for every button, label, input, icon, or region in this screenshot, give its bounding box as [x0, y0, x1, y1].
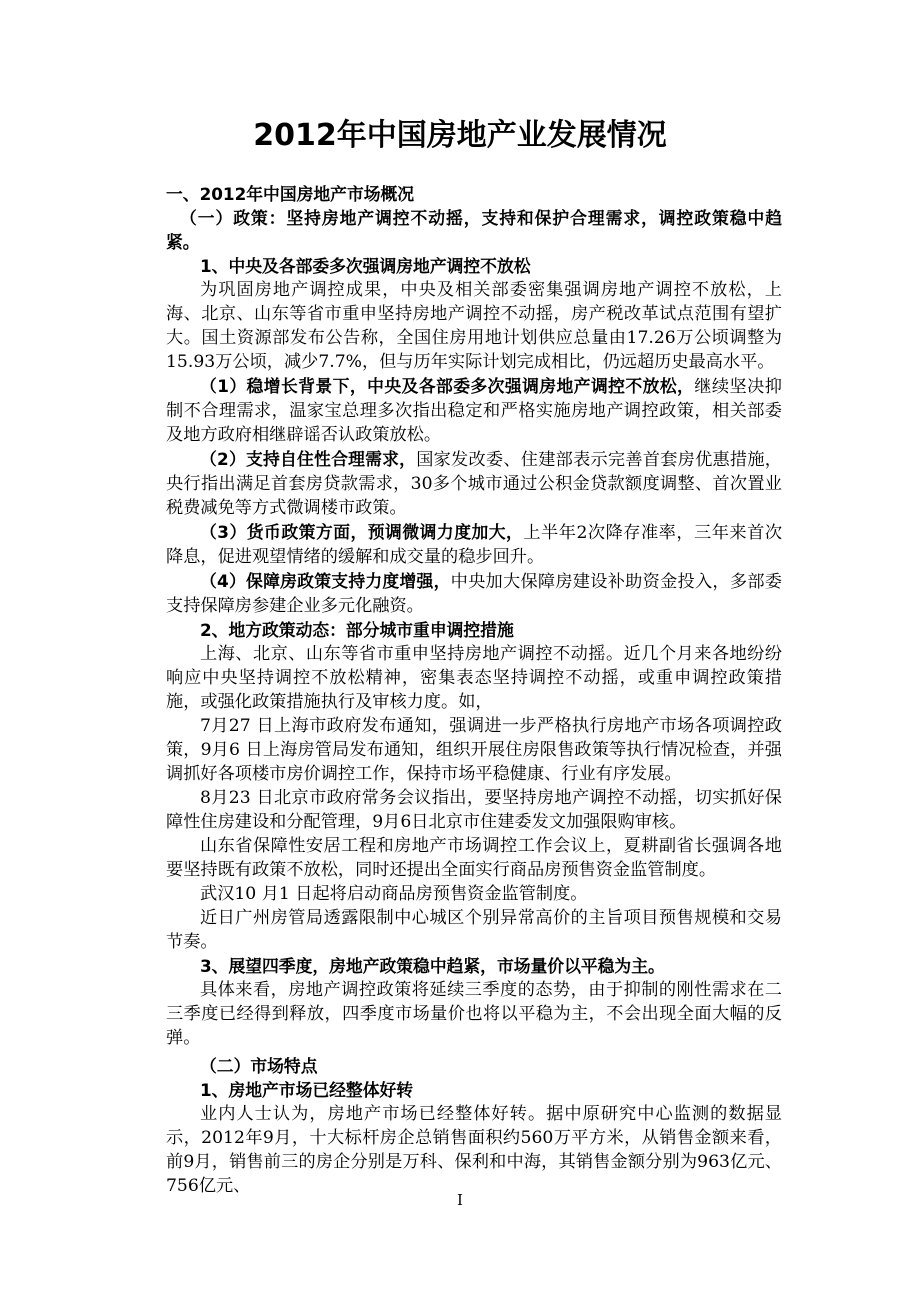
- market-item1-paragraph: 业内人士认为，房地产市场已经整体好转。据中原研究中心监测的数据显示，2012年9月，十大标杆房企总销售面积约560万平方米，从销售金额来看，前9月，销售前三的房企分别是万科、保利和中海，其销售金额分别为963亿元、756亿元、: [166, 1104, 782, 1196]
- item2-heading: 2、地方政策动态：部分城市重申调控措施: [200, 620, 514, 640]
- item1-sub1-bold: （1）稳增长背景下，中央及各部委多次强调房地产调控不放松，: [200, 376, 695, 396]
- item1-sub4-bold: （4）保障房政策支持力度增强，: [200, 571, 451, 591]
- market-heading: （二）市场特点: [200, 1056, 318, 1076]
- item3-paragraph: 具体来看，房地产调控政策将延续三季度的态势，由于抑制的刚性需求在二三季度已经得到释放，四季度市场量价也将以平稳为主，不会出现全面大幅的反弹。: [166, 980, 782, 1048]
- market-item1-heading: 1、房地产市场已经整体好转: [200, 1080, 414, 1100]
- item1-sub2-bold: （2）支持自住性合理需求，: [200, 449, 417, 469]
- policy-heading: （一）政策：坚持房地产调控不动摇，支持和保护合理需求，调控政策稳中趋紧。: [166, 208, 782, 252]
- item1-heading: 1、中央及各部委多次强调房地产调控不放松: [200, 256, 531, 276]
- item2-paragraph-2: 7月27 日上海市政府发布通知，强调进一步严格执行房地产市场各项调控政策，9月6 日上海房管局发布通知，组织开展住房限售政策等执行情况检查，并强调抓好各项楼市房价调控工作，保持市场平稳健康、行业有序发展。: [166, 716, 782, 784]
- document-body: [166, 182, 782, 1198]
- page-number: I: [457, 1191, 463, 1209]
- item1-sub2: [166, 447, 782, 520]
- item1-paragraph: 为巩固房地产调控成果，中央及相关部委密集强调房地产调控不放松，上海、北京、山东等省市重申坚持房地产调控不动摇，房产税改革试点范围有望扩大。国土资源部发布公告称，全国住房用地计划供应总量由17.26万公顷调整为15.93万公顷，减少7.7%，但与历年实际计划完成相比，仍远超历史最高水平。: [166, 280, 782, 372]
- item2-paragraph-3: 8月23 日北京市政府常务会议指出，要坚持房地产调控不动摇，切实抓好保障性住房建设和分配管理，9月6日北京市住建委发文加强限购审核。: [166, 788, 782, 832]
- section-heading: 一、2012年中国房地产市场概况: [166, 184, 415, 204]
- document-title: 2012年中国房地产业发展情况: [253, 118, 667, 153]
- item2-paragraph-4: 山东省保障性安居工程和房地产市场调控工作会议上，夏耕副省长强调各地要坚持既有政策不放松，同时还提出全面实行商品房预售资金监管制度。: [166, 836, 782, 880]
- item2-paragraph-1: 上海、北京、山东等省市重申坚持房地产调控不动摇。近几个月来各地纷纷响应中央坚持调控不放松精神，密集表态坚持调控不动摇，或重申调控政策措施，或强化政策措施执行及审核力度。如，: [166, 644, 782, 712]
- item2-paragraph-5: 武汉10 月1 日起将启动商品房预售资金监管制度。: [200, 884, 588, 904]
- item1-sub3-text: 上半年2次降存准率，三年来首次降息，促进观望情绪的缓解和成交量的稳步回升。: [166, 523, 783, 567]
- item1-sub4-text: 中央加大保障房建设补助资金投入，多部委支持保障房参建企业多元化融资。: [166, 572, 782, 616]
- item1-sub1-text: 继续坚决抑制不合理需求，温家宝总理多次指出稳定和严格实施房地产调控政策，相关部委及地方政府相继辟谣否认政策放松。: [166, 377, 782, 445]
- item1-sub3-bold: （3）货币政策方面，预调微调力度加大，: [200, 522, 524, 542]
- item2-paragraph-6: 近日广州房管局透露限制中心城区个别异常高价的主旨项目预售规模和交易节奏。: [166, 908, 782, 952]
- item1-sub1: [166, 374, 782, 447]
- item1-sub4: [166, 569, 782, 618]
- item3-heading: 3、展望四季度，房地产政策稳中趋紧，市场量价以平稳为主。: [200, 956, 665, 976]
- item1-sub2-text: 国家发改委、住建部表示完善首套房优惠措施，央行指出满足首套房贷款需求，30多个城市通过公积金贷款额度调整、首次置业税费减免等方式微调楼市政策。: [166, 450, 782, 518]
- item1-sub3: [166, 520, 782, 569]
